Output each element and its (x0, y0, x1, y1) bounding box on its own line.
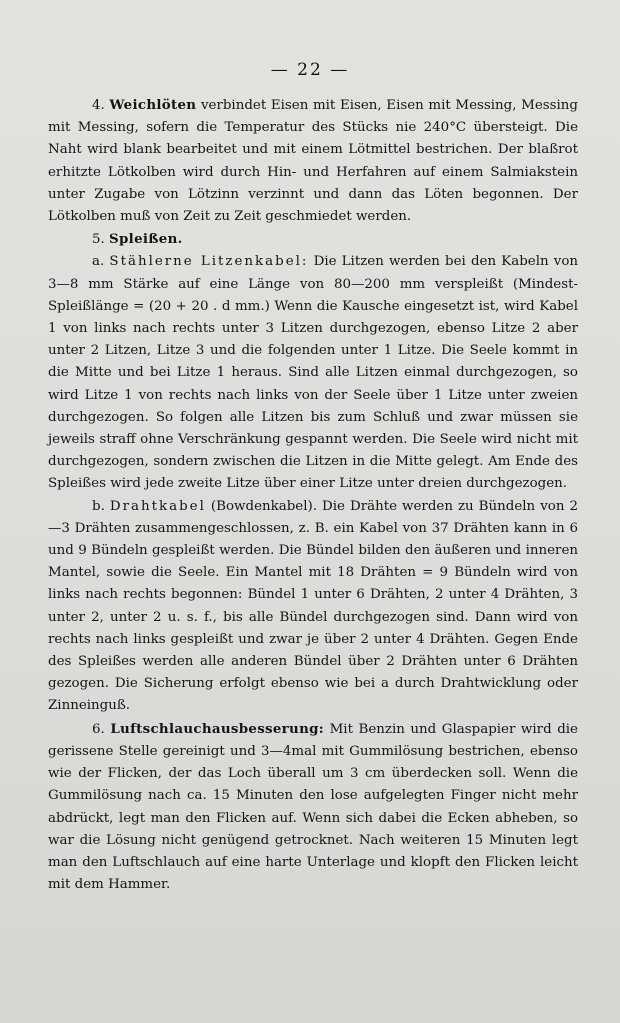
section-number: 5. (92, 232, 105, 248)
section-luftschlauch (48, 718, 578, 897)
subsection-label: a. (92, 254, 105, 270)
page-text (48, 94, 578, 896)
section-weichloeten (48, 94, 578, 228)
subsection-body: Die Litzen werden bei den Kabeln von 3—8 mm Stärke auf eine Länge von 80—200 mm verspleißt (Mindest-Spleißlänge = (20 + 20 . d mm.) Wenn die Kausche eingesetzt ist, wird Kabel 1 von links nach rechts unter 3 Litzen durchgezogen, ebenso Litze 2 aber unter 2 Litzen, Litze 3 und die folgenden unter 1 Litze. Die Seele kommt in die Mitte und bei Litze 1 heraus. Sind alle Litzen einmal durchgezogen, so wird Litze 1 von rechts nach links von der Seele über 1 Litze unter zweien durchgezogen. So folgen alle Litzen bis zum Schluß und zwar müssen sie jeweils straff ohne Verschränkung gespannt werden. Die Seele wird nicht mit durchgezogen, sondern zwischen die Litzen in die Mitte gelegt. Am Ende des Spleißes wird jede zweite Litze über einer Litze unter dreien durchgezogen. (48, 254, 579, 492)
subsection-label: b. (92, 498, 105, 514)
subsection-heading: Drahtkabel (109, 498, 206, 514)
page-number: — 22 — (270, 60, 350, 80)
subsection-drahtkabel (48, 496, 578, 718)
section-number: 4. (92, 98, 105, 113)
section-heading: Luftschlauchausbesserung: (110, 720, 325, 737)
section-body: verbindet Eisen mit Eisen, Eisen mit Messing, Messing mit Messing, sofern die Temperatur des Stücks nie 240°C übersteigt. Die Naht wird blank bearbeitet und mit einem Lötmittel bestrichen. Der blaßrot erhitzte Lötkolben wird durch Hin- und Herfahren auf einem Salmiakstein unter Zugabe von Lötzinn verzinnt und dann das Löten begonnen. Der Lötkolben muß von Zeit zu Zeit geschmiedet werden. (48, 98, 578, 225)
subsection-body: (Bowdenkabel). Die Drähte werden zu Bündeln von 2—3 Drähten zusammengeschlossen, z. B. ein Kabel von 37 Drähten kann in 6 und 9 Bündeln gespleißt werden. Die Bündel bilden den äußeren und inneren Mantel, sowie die Seele. Ein Mantel mit 18 Drähten = 9 Bündeln wird von links nach rechts begonnen: Bündel 1 unter 6 Drähten, 2 unter 4 Drähten, 3 unter 2, unter 2 u. s. f., bis alle Bündel durchgezogen sind. Dann wird von rechts nach links gespleißt und zwar je über 2 unter 4 Drähten. Gegen Ende des Spleißes werden alle anderen Bündel über 2 Drähten unter 6 Drähten gezogen. Die Sicherung erfolgt ebenso wie bei a durch Drahtwicklung oder Zinneinguß. (48, 498, 578, 714)
subsection-heading: Stählerne Litzenkabel: (109, 254, 309, 270)
section-number: 6. (92, 721, 105, 737)
section-spleissen-heading (48, 228, 578, 251)
subsection-litzenkabel (48, 251, 578, 495)
section-body: Mit Benzin und Glaspapier wird die gerissene Stelle gereinigt und 3—4mal mit Gummilösung bestrichen, ebenso wie der Flicken, der das Loch überall um 3 cm überdecken soll. Wenn die Gummilösung nach ca. 15 Minuten den lose aufgelegten Finger nicht mehr abdrückt, legt man den Flicken auf. Wenn sich dabei die Ecken abheben, so war die Lösung nicht genügend getrocknet. Nach weiteren 15 Minuten legt man den Luftschlauch auf eine harte Unterlage und klopft den Flicken leicht mit dem Hammer. (48, 721, 578, 893)
section-heading: Spleißen. (109, 231, 183, 248)
section-heading: Weichlöten (109, 97, 197, 113)
